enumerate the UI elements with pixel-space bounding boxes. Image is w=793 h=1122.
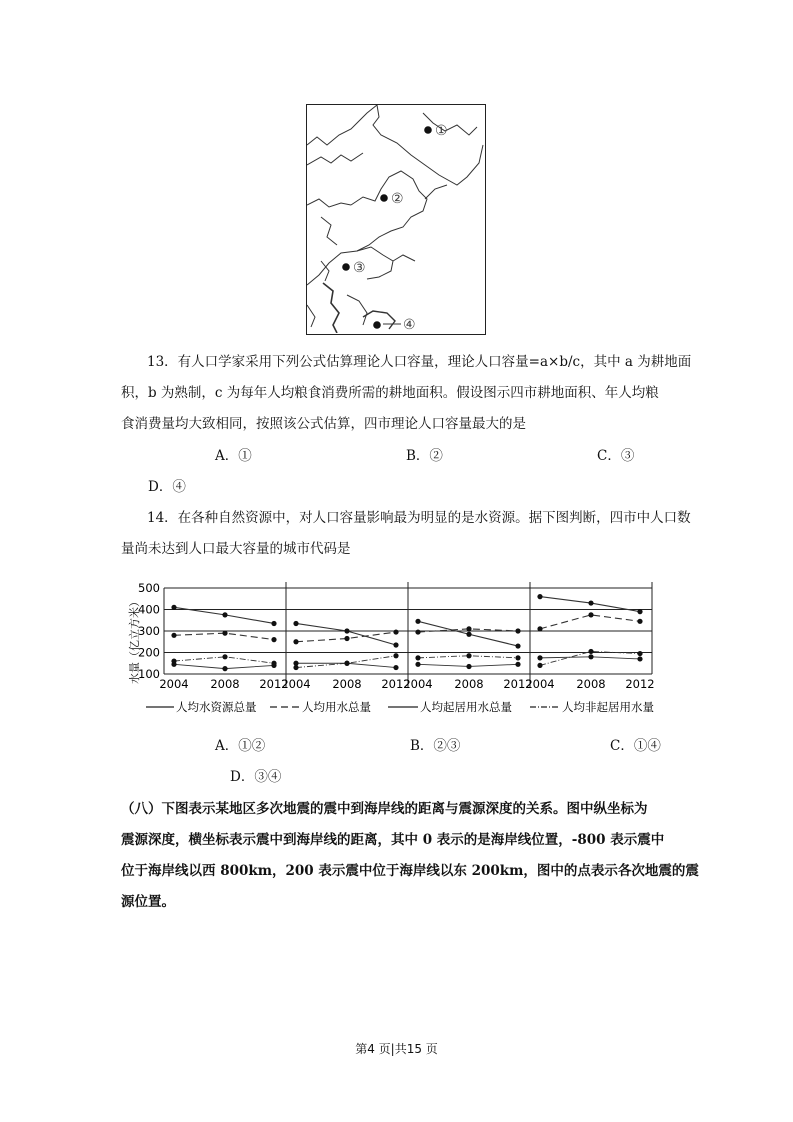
data-point xyxy=(415,662,420,667)
section8-line3: 位于海岸线以西 800km，200 表示震中位于海岸线以东 200km，图中的点表示各次地震的震 xyxy=(121,863,699,879)
data-point xyxy=(466,626,471,631)
section8-line2: 震源深度，横坐标表示震中到海岸线的距离，其中 0 表示的是海岸线位置，-800 表示震中 xyxy=(121,832,665,848)
data-point xyxy=(171,633,176,638)
data-point xyxy=(588,612,593,617)
data-point xyxy=(293,639,298,644)
data-point xyxy=(637,656,642,661)
water-chart xyxy=(126,578,686,727)
y-tick-label: 400 xyxy=(138,602,160,617)
border-line xyxy=(321,217,337,245)
x-tick-label: 2004 xyxy=(525,677,555,691)
y-tick-label: 500 xyxy=(138,581,160,595)
q13-option-c[interactable]: C．③ xyxy=(597,448,635,464)
data-point xyxy=(588,649,593,654)
x-tick-label: 2004 xyxy=(403,677,433,691)
data-point xyxy=(171,605,176,610)
border-line xyxy=(425,185,447,199)
section8-line4: 源位置。 xyxy=(121,894,175,910)
coast-line xyxy=(323,283,339,333)
data-point xyxy=(393,653,398,658)
x-tick-label: 2012 xyxy=(381,677,411,691)
data-point xyxy=(515,662,520,667)
city-map xyxy=(306,104,486,335)
city-marker xyxy=(342,263,350,271)
marker-label: ② xyxy=(391,191,404,207)
q13-stem-line3: 食消费量均大致相同，按照该公式估算，四市理论人口容量最大的是 xyxy=(121,416,526,432)
data-point xyxy=(415,629,420,634)
y-tick-label: 200 xyxy=(138,645,160,660)
q14-option-d[interactable]: D．③④ xyxy=(230,769,282,785)
data-point xyxy=(393,665,398,670)
border-line xyxy=(307,105,377,145)
q14-option-a[interactable]: A．①② xyxy=(215,738,266,754)
city-marker xyxy=(380,194,388,202)
data-point xyxy=(293,665,298,670)
data-point xyxy=(222,654,227,659)
x-tick-label: 2008 xyxy=(332,677,362,691)
x-tick-label: 2008 xyxy=(210,677,240,691)
border-line xyxy=(307,305,315,327)
page-footer: 第4 页|共15 页 xyxy=(355,1042,438,1056)
border-line xyxy=(347,295,367,325)
x-tick-label: 2008 xyxy=(576,677,606,691)
data-point xyxy=(588,654,593,659)
y-tick-label: 300 xyxy=(138,624,160,638)
city-marker xyxy=(373,321,381,329)
legend-label: 人均非起居用水量 xyxy=(562,700,654,714)
map-outline xyxy=(307,105,484,333)
x-tick-label: 2012 xyxy=(503,677,533,691)
data-point xyxy=(171,659,176,664)
q14-stem-line1: 14．在各种自然资源中，对人口容量影响最为明显的是水资源。据下图判断，四市中人口数 xyxy=(147,510,691,526)
data-point xyxy=(344,636,349,641)
data-point xyxy=(344,628,349,633)
data-point xyxy=(466,653,471,658)
q13-option-a[interactable]: A．① xyxy=(215,448,252,464)
legend-label: 人均起居用水总量 xyxy=(420,700,512,714)
y-tick-label: 100 xyxy=(138,667,160,681)
data-point xyxy=(415,619,420,624)
q14-stem-line2: 量尚未达到人口最大容量的城市代码是 xyxy=(121,541,351,557)
data-point xyxy=(515,643,520,648)
data-point xyxy=(271,661,276,666)
data-point xyxy=(466,664,471,669)
series-line xyxy=(296,623,396,645)
x-tick-label: 2004 xyxy=(159,677,189,691)
data-point xyxy=(588,600,593,605)
data-point xyxy=(637,619,642,624)
data-point xyxy=(271,621,276,626)
q14-option-b[interactable]: B．②③ xyxy=(410,738,461,754)
data-point xyxy=(344,661,349,666)
water-chart-svg xyxy=(126,578,686,723)
q13-option-b[interactable]: B．② xyxy=(406,448,443,464)
x-tick-label: 2012 xyxy=(259,677,289,691)
city-marker xyxy=(424,126,432,134)
x-tick-label: 2004 xyxy=(281,677,311,691)
data-point xyxy=(537,626,542,631)
border-line xyxy=(307,199,351,207)
border-line xyxy=(307,153,363,165)
data-point xyxy=(537,655,542,660)
border-line xyxy=(373,105,483,185)
data-point xyxy=(466,632,471,637)
border-line xyxy=(393,255,415,261)
border-line xyxy=(307,247,393,285)
data-point xyxy=(393,642,398,647)
y-axis-label: 水量（亿立方米） xyxy=(128,596,141,684)
data-point xyxy=(637,609,642,614)
marker-label: ④ xyxy=(403,317,416,333)
data-point xyxy=(271,637,276,642)
legend-label: 人均用水总量 xyxy=(302,700,371,714)
data-point xyxy=(222,631,227,636)
data-point xyxy=(515,628,520,633)
x-tick-label: 2012 xyxy=(625,677,655,691)
q13-stem-line2: 积，b 为熟制，c 为每年人均粮食消费所需的耕地面积。假设图示四市耕地面积、年人均粮 xyxy=(121,385,659,401)
data-point xyxy=(222,612,227,617)
data-point xyxy=(293,621,298,626)
data-point xyxy=(415,655,420,660)
data-point xyxy=(537,663,542,668)
legend-label: 人均水资源总量 xyxy=(176,700,257,714)
border-line xyxy=(351,171,427,251)
q13-stem-line1: 13．有人口学家采用下列公式估算理论人口容量，理论人口容量=a×b/c，其中 a 为耕地面 xyxy=(147,354,692,370)
data-point xyxy=(515,655,520,660)
x-tick-label: 2008 xyxy=(454,677,484,691)
data-point xyxy=(537,594,542,599)
q13-option-d[interactable]: D．④ xyxy=(148,479,186,495)
legend xyxy=(146,700,654,714)
q14-option-c[interactable]: C．①④ xyxy=(610,738,661,754)
section8-line1: （八）下图表示某地区多次地震的震中到海岸线的距离与震源深度的关系。图中纵坐标为 xyxy=(121,801,648,817)
marker-label: ③ xyxy=(353,260,366,276)
marker-label: ① xyxy=(435,123,448,139)
data-point xyxy=(393,629,398,634)
data-point xyxy=(637,651,642,656)
data-point xyxy=(222,666,227,671)
